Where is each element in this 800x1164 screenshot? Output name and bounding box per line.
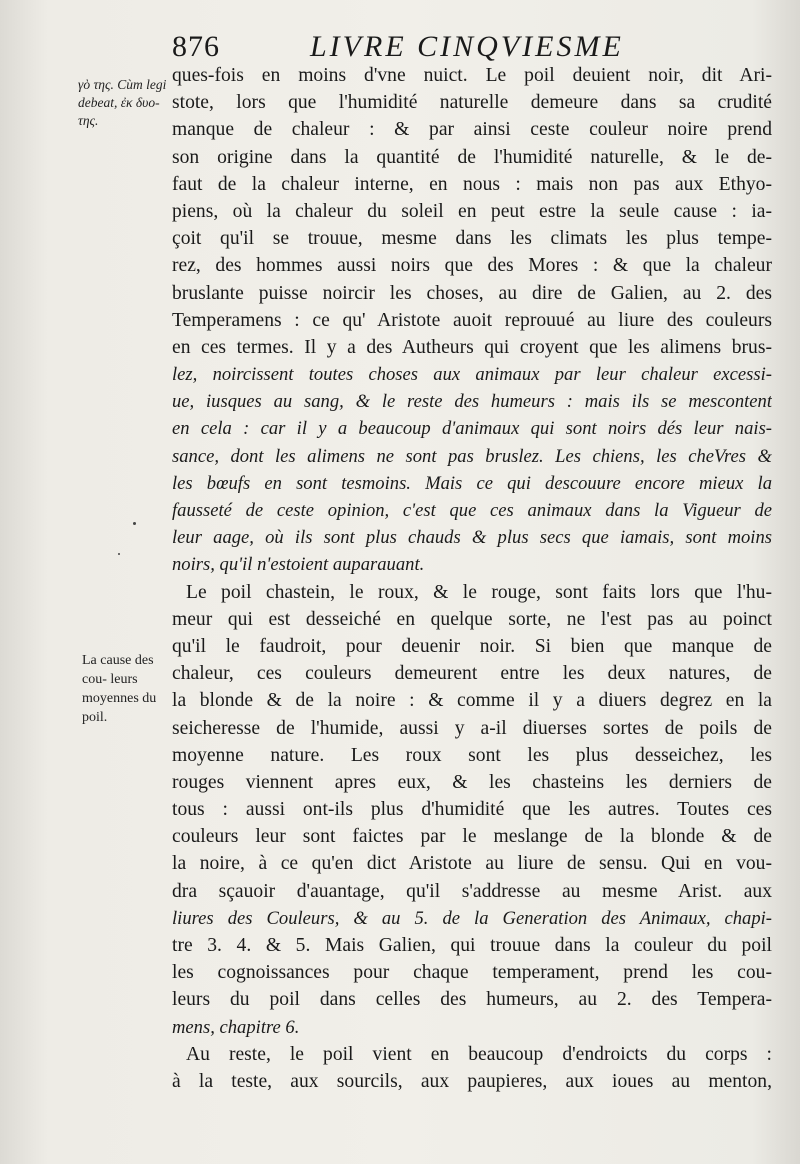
ink-speck	[118, 553, 120, 555]
text-line: moyenne nature. Les roux sont les plus desseichez, les	[172, 744, 772, 766]
text-line: ques-fois en moins d'vne nuict. Le poil deuient noir, dit Ari-	[172, 65, 772, 86]
text-line: dra sçauoir d'auantage, qu'il s'addresse au mesme Arist. aux	[172, 880, 772, 902]
body-text	[172, 62, 772, 1095]
text-line: qu'il le faudroit, pour deuenir noir. Si bien que manque de	[172, 635, 772, 657]
text-line: noirs, qu'il n'estoient auparauant.	[172, 554, 425, 576]
text-line: fausseté de ceste opinion, c'est que ces animaux dans la Vigueur de	[172, 500, 772, 521]
text-line: en ces termes. Il y a des Autheurs qui croyent que les alimens brus-	[172, 336, 772, 358]
text-line: manque de chaleur : & par ainsi ceste couleur noire prend	[172, 119, 772, 141]
text-line: liures des Couleurs, & au 5. de la Generation des Animaux, chapi-	[172, 907, 772, 929]
text-line: ue, iusques au sang, & le reste des humeurs : mais ils se mescontent	[172, 391, 772, 413]
text-line: faut de la chaleur interne, en nous : mais non pas aux Ethyo-	[172, 173, 772, 195]
text-line: bruslante puisse noircir les choses, au dire de Galien, au 2. des	[172, 282, 772, 304]
text-line: meur qui est desseiché en quelque sorte, ne l'est pas au poinct	[172, 608, 772, 630]
text-line: couleurs leur sont faictes par le meslange de la blonde & de	[172, 826, 772, 848]
text-line: piens, où la chaleur du soleil en peut estre la seule cause : ia-	[172, 200, 772, 222]
text-line: Le poil chastein, le roux, & le rouge, sont faits lors que l'hu-	[186, 581, 772, 603]
text-line: tre 3. 4. & 5. Mais Galien, qui trouue dans la couleur du poil	[172, 935, 772, 956]
text-line: les bœufs en sont tesmoins. Mais ce qui descouure encore mieux la	[172, 472, 772, 494]
text-line: leur aage, où ils sont plus chauds & plus secs que iamais, sont moins	[172, 527, 772, 549]
text-line: seicheresse de l'humide, aussi y a-il diuerses sortes de poils de	[172, 717, 772, 739]
text-line: rouges viennent apres eux, & les chasteins les derniers de	[172, 771, 772, 793]
text-line: stote, lors que l'humidité naturelle demeure dans sa crudité	[172, 92, 772, 114]
text-line: en cela : car il y a beaucoup d'animaux qui sont noirs dés leur nais-	[172, 418, 772, 440]
ink-speck	[133, 522, 136, 525]
running-head: LIVRE CINQVIESME	[310, 30, 624, 63]
text-line: son origine dans la quantité de l'humidité naturelle, & le de-	[172, 146, 772, 168]
text-line: lez, noircissent toutes choses aux animaux par leur chaleur excessi-	[172, 364, 772, 386]
text-line: rez, des hommes aussi noirs que des Mores : & que la chaleur	[172, 255, 772, 277]
text-line: la blonde & de la noire : & comme il y a diuers degrez en la	[172, 690, 772, 712]
margin-note-greek: γὸ της. Cùm legi debeat, ἐκ δυο- της.	[78, 77, 167, 128]
margin-note-cause: La cause des cou- leurs moyennes du poil.	[82, 653, 157, 725]
text-line: Au reste, le poil vient en beaucoup d'endroicts du corps :	[186, 1043, 772, 1065]
text-line: à la teste, aux sourcils, aux paupieres, aux ioues au menton,	[172, 1070, 772, 1092]
text-line: mens, chapitre 6.	[172, 1016, 300, 1038]
text-line: çoit qu'il se trouue, mesme dans les climats les plus tempe-	[172, 228, 772, 250]
text-line: Temperamens : ce qu' Aristote auoit reprouué au liure des couleurs	[172, 309, 772, 331]
text-line: la noire, à ce qu'en dict Aristote au liure de sensu. Qui en vou-	[172, 853, 772, 875]
text-line: leurs du poil dans celles des humeurs, au 2. des Tempera-	[172, 989, 772, 1011]
text-line: chaleur, ces couleurs demeurent entre les deux natures, de	[172, 663, 772, 685]
text-line: les cognoissances pour chaque temperament, prend les cou-	[172, 962, 772, 984]
page-number: 876	[172, 30, 220, 63]
text-line: sance, dont les alimens ne sont pas bruslez. Les chiens, les cheVres &	[172, 445, 772, 467]
text-line: tous : aussi ont-ils plus d'humidité que les autres. Toutes ces	[172, 799, 772, 821]
